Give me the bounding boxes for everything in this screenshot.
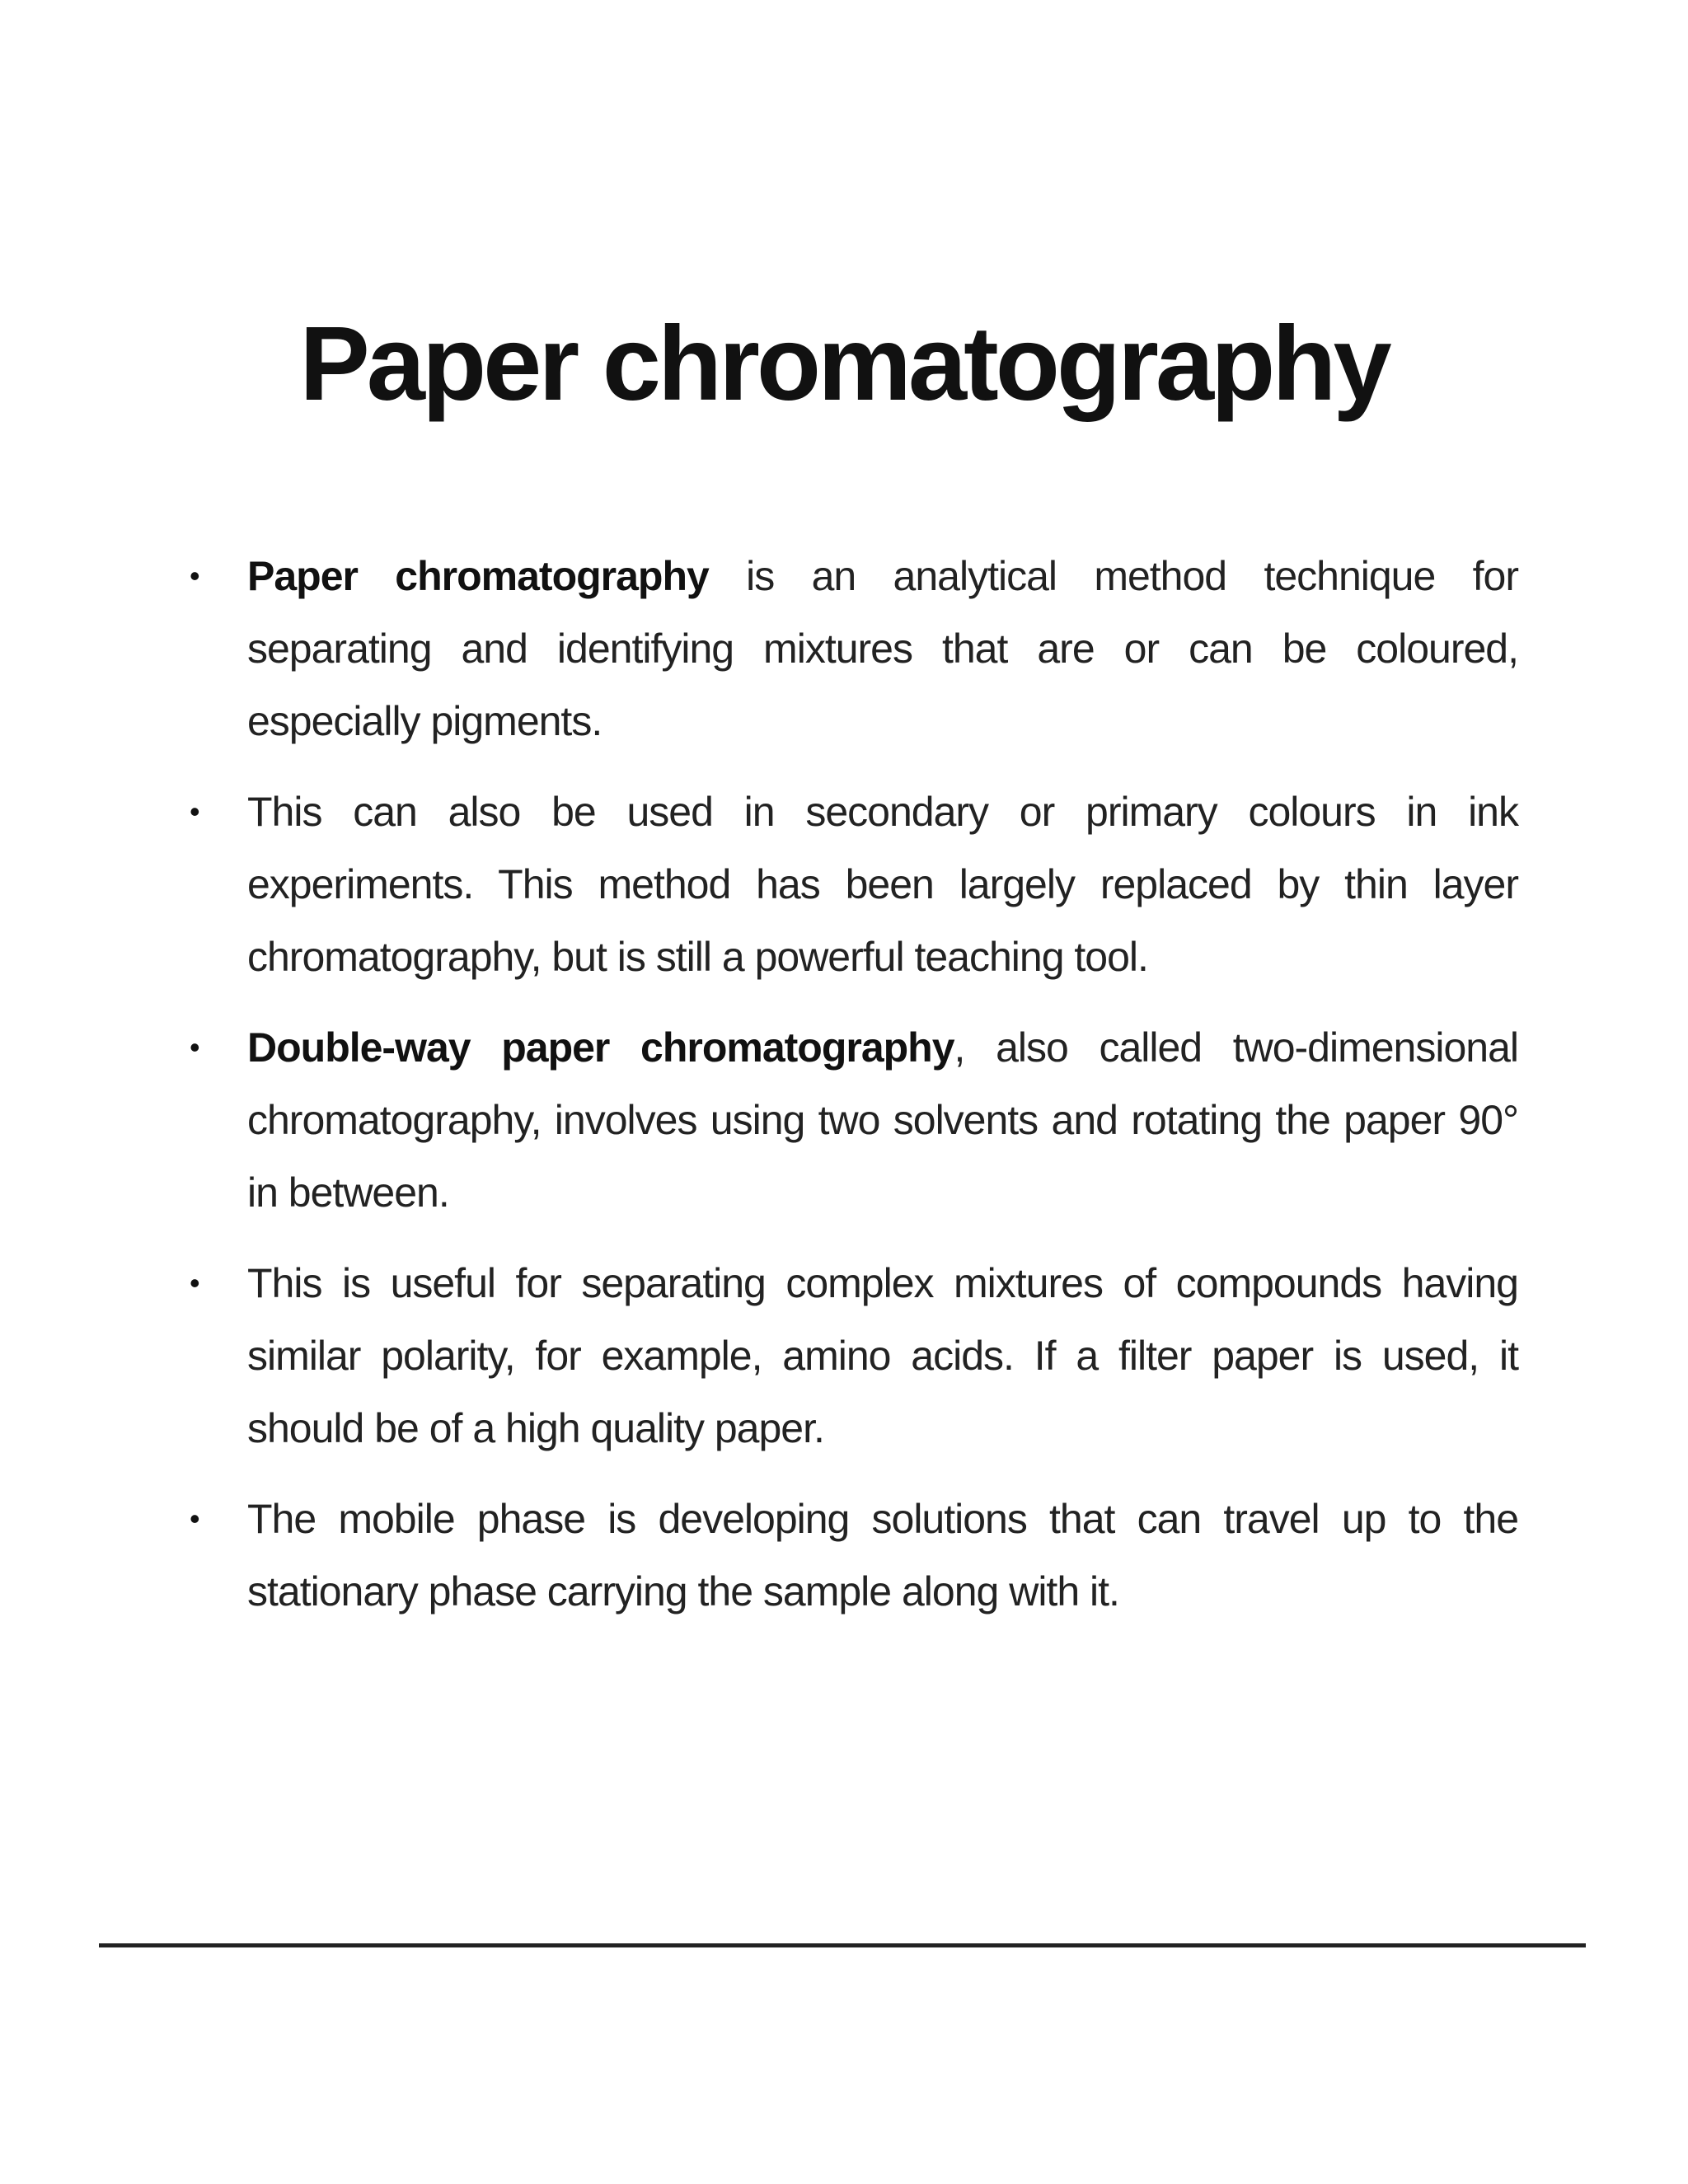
- bullet-term: Paper chromatography: [247, 553, 709, 599]
- footer-divider: [99, 1943, 1586, 1947]
- page-title: Paper chromatography: [299, 304, 1389, 423]
- bullet-text: , also called two-dimensional chromatography, involves using two solvents and rotating the paper 90° in between.: [247, 1024, 1518, 1216]
- bullet-item-4: [183, 1247, 1518, 1465]
- bullet-icon: •: [190, 1266, 199, 1300]
- bullet-list: [183, 540, 1518, 1646]
- bullet-icon: •: [190, 1030, 199, 1064]
- bullet-term: Double-way paper chromatography: [247, 1024, 954, 1071]
- bullet-text: This can also be used in secondary or primary colours in ink experiments. This method has been largely replaced by thin layer chromatography, but is still a powerful teaching tool.: [247, 789, 1518, 980]
- bullet-item-2: [183, 776, 1518, 993]
- bullet-item-5: [183, 1483, 1518, 1628]
- bullet-item-1: [183, 540, 1518, 757]
- bullet-icon: •: [190, 559, 199, 593]
- bullet-icon: •: [190, 1502, 199, 1535]
- bullet-item-3: [183, 1011, 1518, 1229]
- bullet-text: This is useful for separating complex mixtures of compounds having similar polarity, for example, amino acids. If a filter paper is used, it should be of a high quality paper.: [247, 1260, 1518, 1451]
- bullet-text: is an analytical method technique for separating and identifying mixtures that are or can be coloured, especially pigments.: [247, 553, 1518, 744]
- bullet-text: The mobile phase is developing solutions that can travel up to the stationary phase carrying the sample along with it.: [247, 1496, 1518, 1615]
- bullet-icon: •: [190, 794, 199, 828]
